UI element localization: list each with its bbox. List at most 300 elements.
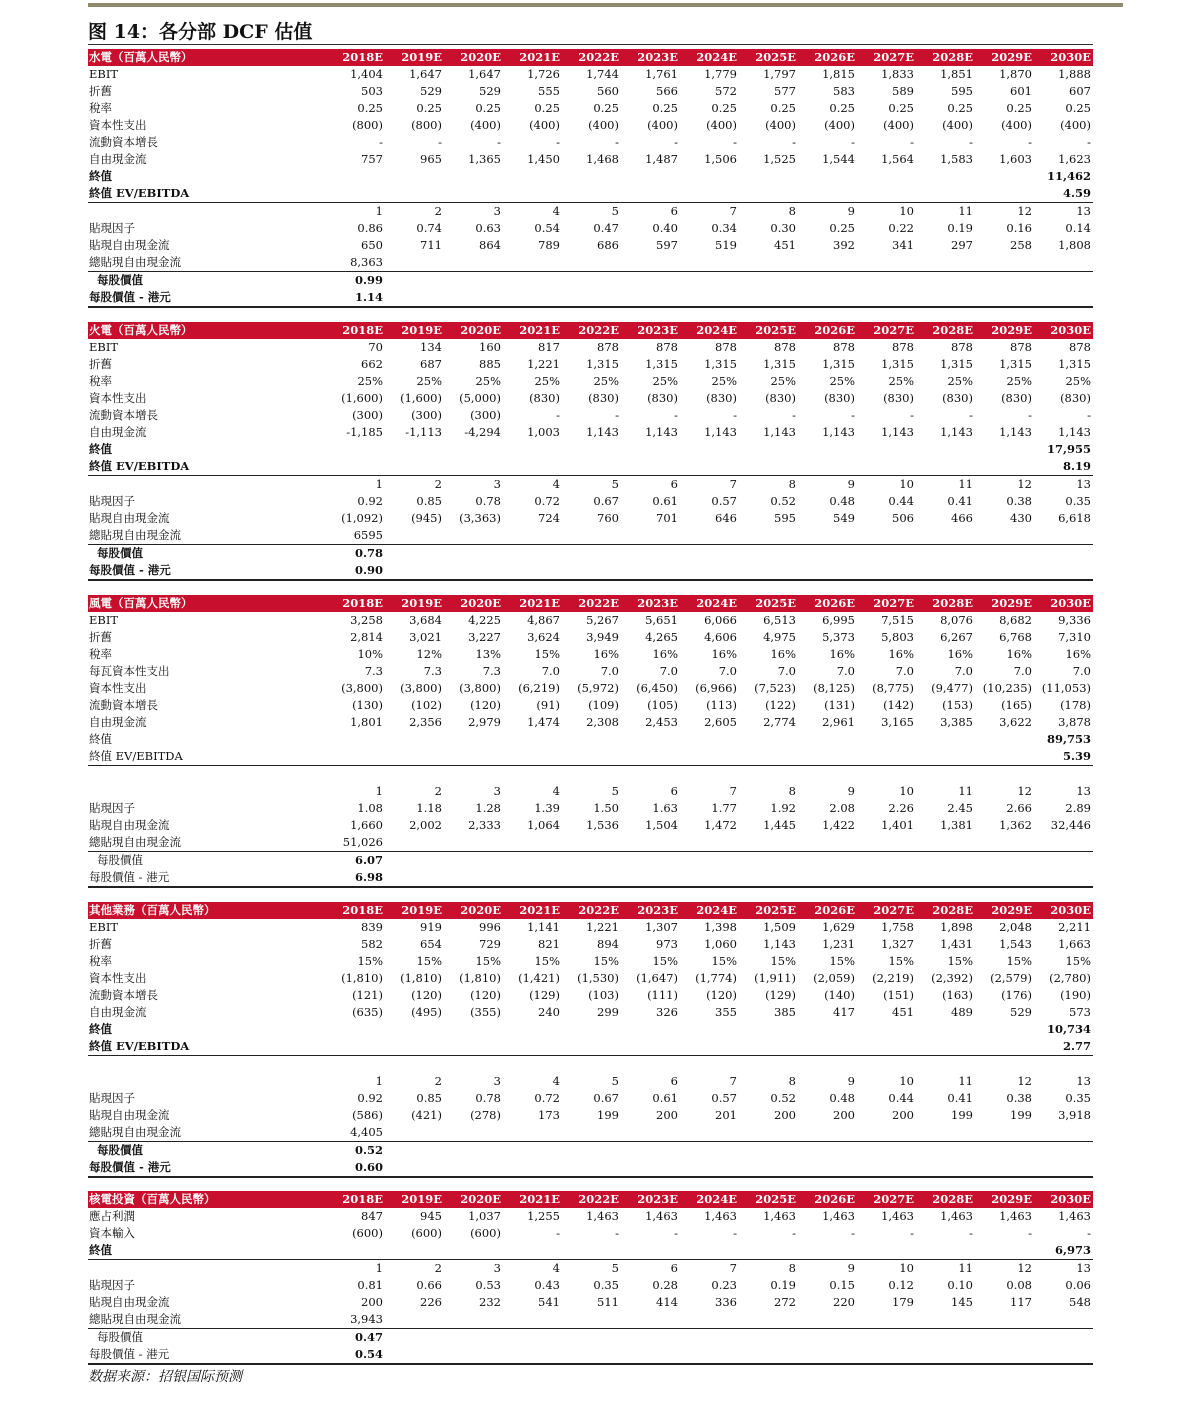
value-cell: 12	[1017, 1074, 1032, 1088]
value-cell: -	[733, 1226, 737, 1240]
value-cell: 25%	[475, 374, 501, 388]
value-cell: 16%	[770, 647, 796, 661]
value-cell: 451	[892, 1005, 914, 1019]
table-row	[88, 1225, 1093, 1242]
value-cell: 6,267	[940, 630, 973, 644]
value-cell: 0.25	[357, 101, 383, 115]
row-label: 稅率	[89, 647, 112, 661]
value-cell	[916, 1124, 975, 1142]
value-cell	[680, 869, 739, 886]
value-cell: (1,810)	[341, 971, 383, 985]
row-label: 貼現因子	[89, 221, 135, 235]
table-row	[88, 373, 1093, 390]
value-cell: 4	[552, 204, 560, 218]
year-header: 2024E	[680, 322, 739, 339]
value-cell: 1,143	[881, 425, 914, 439]
value-cell: 32,446	[1050, 818, 1091, 832]
value-cell: 0.92	[357, 494, 383, 508]
value-cell: -	[733, 135, 737, 149]
value-cell: 7.3	[423, 664, 442, 678]
value-cell	[385, 185, 444, 203]
year-header: 2026E	[798, 902, 857, 919]
value-cell	[739, 289, 798, 306]
value-cell: 789	[538, 238, 560, 252]
value-cell: 16%	[711, 647, 737, 661]
value-cell	[739, 1159, 798, 1176]
value-cell: 15%	[534, 954, 560, 968]
row-label: 每股價值 - 港元	[89, 1347, 170, 1361]
value-cell: (3,800)	[459, 681, 501, 695]
value-cell	[680, 1056, 739, 1074]
value-cell: -	[615, 135, 619, 149]
value-cell: 5	[611, 1074, 619, 1088]
value-cell: 5,373	[822, 630, 855, 644]
value-cell	[916, 441, 975, 458]
value-cell: 839	[361, 920, 383, 934]
value-cell	[444, 1159, 503, 1176]
value-cell: 199	[951, 1108, 973, 1122]
value-cell: 1,779	[704, 67, 737, 81]
value-cell: 577	[774, 84, 796, 98]
value-cell	[562, 869, 621, 886]
value-cell: 200	[774, 1108, 796, 1122]
value-cell: 0.78	[475, 494, 501, 508]
value-cell: 1,463	[940, 1209, 973, 1223]
value-cell: 1,463	[763, 1209, 796, 1223]
value-cell: 15%	[416, 954, 442, 968]
value-cell	[798, 1142, 857, 1160]
value-cell: (800)	[411, 118, 442, 132]
value-cell: 10%	[357, 647, 383, 661]
value-cell	[503, 168, 562, 185]
value-cell: 1,543	[999, 937, 1032, 951]
value-cell: 4,975	[763, 630, 796, 644]
value-cell: -	[556, 408, 560, 422]
value-cell: 3,622	[999, 715, 1032, 729]
value-cell	[385, 272, 444, 290]
value-cell	[975, 1346, 1034, 1363]
value-cell	[385, 731, 444, 748]
value-cell	[857, 748, 916, 766]
value-cell: 1,504	[645, 818, 678, 832]
value-cell: 0.52	[770, 1091, 796, 1105]
value-cell: 5	[611, 477, 619, 491]
value-cell: 0.08	[1006, 1278, 1032, 1292]
row-label: 資本性支出	[89, 681, 147, 695]
value-cell	[916, 185, 975, 203]
value-cell: (2,780)	[1049, 971, 1091, 985]
value-cell: 1,888	[1058, 67, 1091, 81]
value-cell	[916, 766, 975, 784]
value-cell: 919	[420, 920, 442, 934]
table-row	[88, 1329, 1093, 1347]
value-cell	[326, 1242, 385, 1260]
year-header: 2029E	[975, 322, 1034, 339]
row-label: EBIT	[89, 920, 119, 934]
value-cell: 10	[899, 477, 914, 491]
table-row	[88, 697, 1093, 714]
value-cell: -1,185	[346, 425, 383, 439]
table-row	[88, 987, 1093, 1004]
value-cell	[326, 458, 385, 476]
value-cell: 847	[361, 1209, 383, 1223]
value-cell	[798, 834, 857, 852]
year-header: 2029E	[975, 902, 1034, 919]
value-cell	[680, 168, 739, 185]
dcf-table	[88, 322, 1093, 579]
value-cell: (830)	[647, 391, 678, 405]
value-cell: -	[792, 135, 796, 149]
value-cell	[621, 1038, 680, 1056]
value-cell: -	[497, 135, 501, 149]
value-cell: (130)	[352, 698, 383, 712]
row-label: 貼現因子	[89, 801, 135, 815]
value-cell: 1,037	[468, 1209, 501, 1223]
year-header: 2024E	[680, 902, 739, 919]
value-cell	[975, 1021, 1034, 1038]
value-cell: 4	[552, 1074, 560, 1088]
section-bottom-rule	[88, 306, 1093, 308]
table-row	[88, 66, 1093, 83]
value-cell: 0.35	[1065, 1091, 1091, 1105]
value-cell	[680, 1159, 739, 1176]
value-cell	[503, 748, 562, 766]
table-row	[88, 339, 1093, 356]
value-cell	[621, 852, 680, 870]
value-cell: (400)	[470, 118, 501, 132]
value-cell: 965	[420, 152, 442, 166]
value-cell: -	[1028, 408, 1032, 422]
value-cell: (600)	[470, 1226, 501, 1240]
value-cell: 11	[958, 1074, 973, 1088]
value-cell: (129)	[765, 988, 796, 1002]
value-cell: 200	[892, 1108, 914, 1122]
value-cell	[621, 185, 680, 203]
value-cell	[621, 1329, 680, 1347]
section-bottom-rule	[88, 1176, 1093, 1178]
value-cell: 0.25	[652, 101, 678, 115]
value-cell: 226	[420, 1295, 442, 1309]
value-cell: 0.92	[357, 1091, 383, 1105]
value-cell: 1,143	[1058, 425, 1091, 439]
value-cell: 0.85	[416, 494, 442, 508]
value-cell: 25%	[652, 374, 678, 388]
value-cell: 1.08	[357, 801, 383, 815]
value-cell	[739, 272, 798, 290]
value-cell: (421)	[411, 1108, 442, 1122]
table-row	[88, 766, 1093, 784]
value-cell	[680, 458, 739, 476]
value-cell: (830)	[1001, 391, 1032, 405]
value-cell	[798, 272, 857, 290]
value-cell: 1,445	[763, 818, 796, 832]
value-cell: 6,995	[822, 613, 855, 627]
value-cell: 506	[892, 511, 914, 525]
value-cell: 2	[434, 784, 442, 798]
value-cell	[857, 562, 916, 579]
value-cell: 0.10	[947, 1278, 973, 1292]
value-cell: (11,053)	[1041, 681, 1091, 695]
table-row	[88, 476, 1093, 494]
section-title: 火電（百萬人民幣）	[88, 322, 326, 339]
value-cell: 13	[1076, 784, 1091, 798]
section-thermal	[88, 322, 1093, 579]
value-cell: 7.0	[1072, 664, 1091, 678]
table-row	[88, 834, 1093, 852]
value-cell: 414	[656, 1295, 678, 1309]
value-cell	[385, 1038, 444, 1056]
value-cell: 3	[493, 477, 501, 491]
row-label: 稅率	[89, 954, 112, 968]
value-cell: (9,477)	[931, 681, 973, 695]
value-cell: 1,463	[704, 1209, 737, 1223]
value-cell	[975, 869, 1034, 886]
year-header: 2026E	[798, 1191, 857, 1208]
row-label	[88, 1056, 326, 1074]
value-cell: 25%	[534, 374, 560, 388]
value-cell: 9	[847, 1074, 855, 1088]
value-cell: 3	[493, 204, 501, 218]
value-cell: 4	[552, 1261, 560, 1275]
value-cell: 1,509	[763, 920, 796, 934]
row-label: 每股價值	[97, 1330, 143, 1344]
value-cell	[503, 562, 562, 579]
year-header: 2030E	[1034, 902, 1093, 919]
value-cell: 7.0	[541, 664, 560, 678]
value-cell: 1,851	[940, 67, 973, 81]
value-cell	[798, 185, 857, 203]
value-cell: 1,315	[822, 357, 855, 371]
table-row	[88, 168, 1093, 185]
value-cell: 13	[1076, 477, 1091, 491]
value-cell: 0.25	[1006, 101, 1032, 115]
value-cell: 5	[611, 1261, 619, 1275]
value-cell: 555	[538, 84, 560, 98]
value-cell: (400)	[588, 118, 619, 132]
value-cell	[503, 289, 562, 306]
value-cell: 1,315	[1058, 357, 1091, 371]
row-label	[88, 203, 326, 221]
value-cell: 1,143	[645, 425, 678, 439]
value-cell	[739, 527, 798, 545]
value-cell: 864	[479, 238, 501, 252]
value-cell: 16%	[888, 647, 914, 661]
value-cell: 878	[656, 340, 678, 354]
value-cell	[916, 562, 975, 579]
value-cell: 6,618	[1058, 511, 1091, 525]
value-cell	[562, 527, 621, 545]
value-cell	[503, 1311, 562, 1329]
value-cell	[562, 748, 621, 766]
value-cell	[739, 1038, 798, 1056]
value-cell: 3,021	[409, 630, 442, 644]
value-cell	[326, 1038, 385, 1056]
year-header: 2020E	[444, 49, 503, 66]
value-cell: 7.0	[954, 664, 973, 678]
value-cell: (600)	[352, 1226, 383, 1240]
value-cell: 6	[670, 1261, 678, 1275]
value-cell: 1,463	[881, 1209, 914, 1223]
value-cell: (1,810)	[459, 971, 501, 985]
value-cell: (1,530)	[577, 971, 619, 985]
value-cell	[1034, 545, 1093, 563]
value-cell: 355	[715, 1005, 737, 1019]
value-cell: 5	[611, 204, 619, 218]
value-cell	[680, 1038, 739, 1056]
row-label: 折舊	[89, 357, 112, 371]
value-cell	[916, 1159, 975, 1176]
value-cell: 1.77	[711, 801, 737, 815]
value-cell: 1,801	[350, 715, 383, 729]
value-cell: (91)	[536, 698, 560, 712]
value-cell	[621, 1242, 680, 1260]
value-cell	[975, 1038, 1034, 1056]
value-cell: 724	[538, 511, 560, 525]
value-cell: 686	[597, 238, 619, 252]
value-cell: 3,165	[881, 715, 914, 729]
value-cell: (400)	[1060, 118, 1091, 132]
row-label: 每股價值	[97, 1143, 143, 1157]
value-cell	[326, 1021, 385, 1038]
value-cell: 1,143	[763, 425, 796, 439]
value-cell: (830)	[765, 391, 796, 405]
row-label: 折舊	[89, 84, 112, 98]
value-cell: 945	[420, 1209, 442, 1223]
value-cell: 2,814	[350, 630, 383, 644]
table-row	[88, 1159, 1093, 1176]
value-cell	[444, 289, 503, 306]
value-cell: 0.60	[354, 1160, 383, 1174]
value-cell: (2,579)	[990, 971, 1032, 985]
value-cell	[857, 731, 916, 748]
table-row	[88, 1260, 1093, 1278]
value-cell	[916, 1311, 975, 1329]
section-bottom-rule	[88, 886, 1093, 888]
value-cell	[857, 1124, 916, 1142]
table-row	[88, 545, 1093, 563]
row-label: 自由現金流	[89, 152, 147, 166]
value-cell: 1,143	[822, 425, 855, 439]
value-cell	[621, 1021, 680, 1038]
value-cell: 7.0	[836, 664, 855, 678]
value-cell	[680, 1021, 739, 1038]
value-cell	[385, 1142, 444, 1160]
value-cell	[444, 766, 503, 784]
value-cell: 1,808	[1058, 238, 1091, 252]
year-header: 2026E	[798, 49, 857, 66]
value-cell: 7.0	[718, 664, 737, 678]
value-cell	[857, 545, 916, 563]
value-cell	[857, 834, 916, 852]
value-cell: 8	[788, 477, 796, 491]
section-nuclear-investment	[88, 1191, 1093, 1363]
value-cell: 1,143	[704, 425, 737, 439]
value-cell: 595	[951, 84, 973, 98]
value-cell: 2	[434, 1261, 442, 1275]
year-header: 2022E	[562, 322, 621, 339]
value-cell: 220	[833, 1295, 855, 1309]
value-cell: 2,453	[645, 715, 678, 729]
value-cell: -	[910, 1226, 914, 1240]
section-header-row	[88, 902, 1093, 919]
value-cell: 9	[847, 477, 855, 491]
value-cell	[503, 458, 562, 476]
year-header: 2025E	[739, 49, 798, 66]
value-cell: 1,536	[586, 818, 619, 832]
section-bottom-rule	[88, 1363, 1093, 1365]
value-cell: 1.28	[475, 801, 501, 815]
table-row	[88, 612, 1093, 629]
row-label: 折舊	[89, 937, 112, 951]
value-cell: -	[969, 1226, 973, 1240]
value-cell	[857, 1311, 916, 1329]
value-cell	[385, 545, 444, 563]
year-header: 2029E	[975, 595, 1034, 612]
value-cell: 1,431	[940, 937, 973, 951]
value-cell	[444, 1038, 503, 1056]
value-cell	[503, 834, 562, 852]
value-cell: 2,211	[1058, 920, 1091, 934]
value-cell: 601	[1010, 84, 1032, 98]
value-cell	[621, 562, 680, 579]
value-cell	[1034, 852, 1093, 870]
value-cell: 326	[656, 1005, 678, 1019]
value-cell: 0.63	[475, 221, 501, 235]
value-cell: 1,472	[704, 818, 737, 832]
value-cell: 885	[479, 357, 501, 371]
value-cell: -	[556, 135, 560, 149]
value-cell	[444, 168, 503, 185]
value-cell: 0.25	[534, 101, 560, 115]
value-cell: 1,315	[940, 357, 973, 371]
value-cell	[503, 852, 562, 870]
value-cell	[621, 272, 680, 290]
value-cell: 0.47	[593, 221, 619, 235]
value-cell	[562, 852, 621, 870]
row-label: 自由現金流	[89, 715, 147, 729]
value-cell: 2	[434, 477, 442, 491]
year-header: 2028E	[916, 902, 975, 919]
value-cell	[444, 185, 503, 203]
row-label: 終值	[89, 1022, 112, 1036]
value-cell	[975, 289, 1034, 306]
value-cell	[1034, 562, 1093, 579]
value-cell: 6,513	[763, 613, 796, 627]
value-cell	[680, 1346, 739, 1363]
value-cell: (120)	[706, 988, 737, 1002]
value-cell: -	[910, 408, 914, 422]
value-cell	[562, 1346, 621, 1363]
value-cell	[1034, 527, 1093, 545]
value-cell: 1,815	[822, 67, 855, 81]
value-cell: 0.25	[947, 101, 973, 115]
value-cell: 5.39	[1034, 748, 1093, 766]
value-cell: 3	[493, 784, 501, 798]
table-row	[88, 646, 1093, 663]
value-cell: -	[792, 408, 796, 422]
value-cell: 1,221	[586, 920, 619, 934]
value-cell	[562, 1242, 621, 1260]
value-cell	[680, 185, 739, 203]
value-cell	[916, 731, 975, 748]
value-cell: 7,515	[881, 613, 914, 627]
value-cell: 25%	[1006, 374, 1032, 388]
section-header-row	[88, 322, 1093, 339]
value-cell: 0.53	[475, 1278, 501, 1292]
value-cell: 7.0	[659, 664, 678, 678]
value-cell: -4,294	[464, 425, 501, 439]
row-label: 終值	[88, 1242, 326, 1260]
